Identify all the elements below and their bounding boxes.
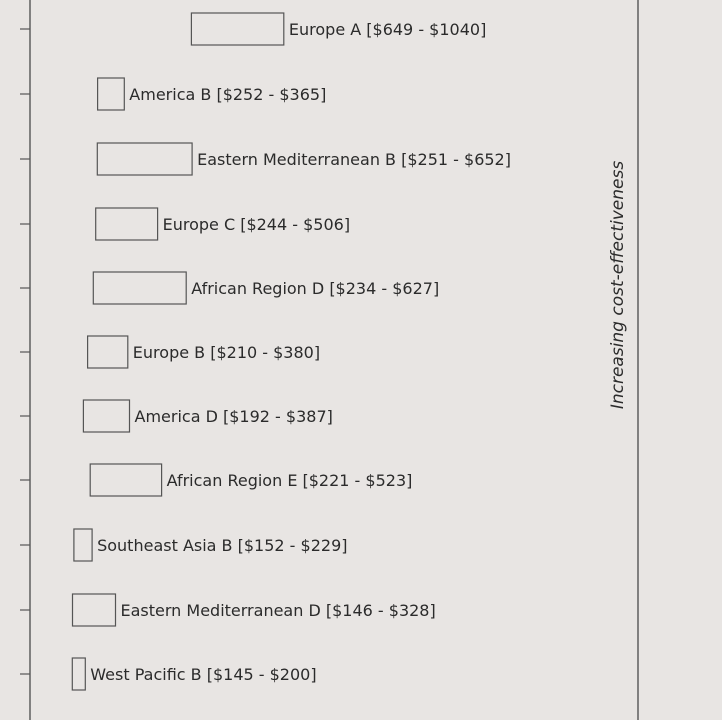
range-bar <box>88 336 128 368</box>
range-bar <box>90 464 161 496</box>
range-label: America D [$192 - $387] <box>134 407 333 426</box>
range-bar <box>98 78 125 110</box>
range-labels <box>90 20 511 684</box>
range-label: Southeast Asia B [$152 - $229] <box>97 536 348 555</box>
range-bar <box>83 400 129 432</box>
range-bar <box>96 208 158 240</box>
range-bar <box>97 143 192 175</box>
range-bar <box>74 529 92 561</box>
range-bar <box>191 13 283 45</box>
range-label: Europe C [$244 - $506] <box>162 215 351 234</box>
range-label: West Pacific B [$145 - $200] <box>90 665 317 684</box>
range-bar <box>73 594 116 626</box>
range-bar <box>72 658 85 690</box>
range-label: Europe A [$649 - $1040] <box>288 20 487 39</box>
range-bar <box>93 272 186 304</box>
range-label: Europe B [$210 - $380] <box>132 343 321 362</box>
range-label: African Region D [$234 - $627] <box>191 279 440 298</box>
range-label: America B [$252 - $365] <box>129 85 327 104</box>
range-label: African Region E [$221 - $523] <box>166 471 413 490</box>
range-label: Eastern Mediterranean B [$251 - $652] <box>197 150 511 169</box>
range-label: Eastern Mediterranean D [$146 - $328] <box>120 601 436 620</box>
annotation-label: Increasing cost-effectiveness <box>608 160 628 410</box>
axis-ticks <box>20 29 30 674</box>
